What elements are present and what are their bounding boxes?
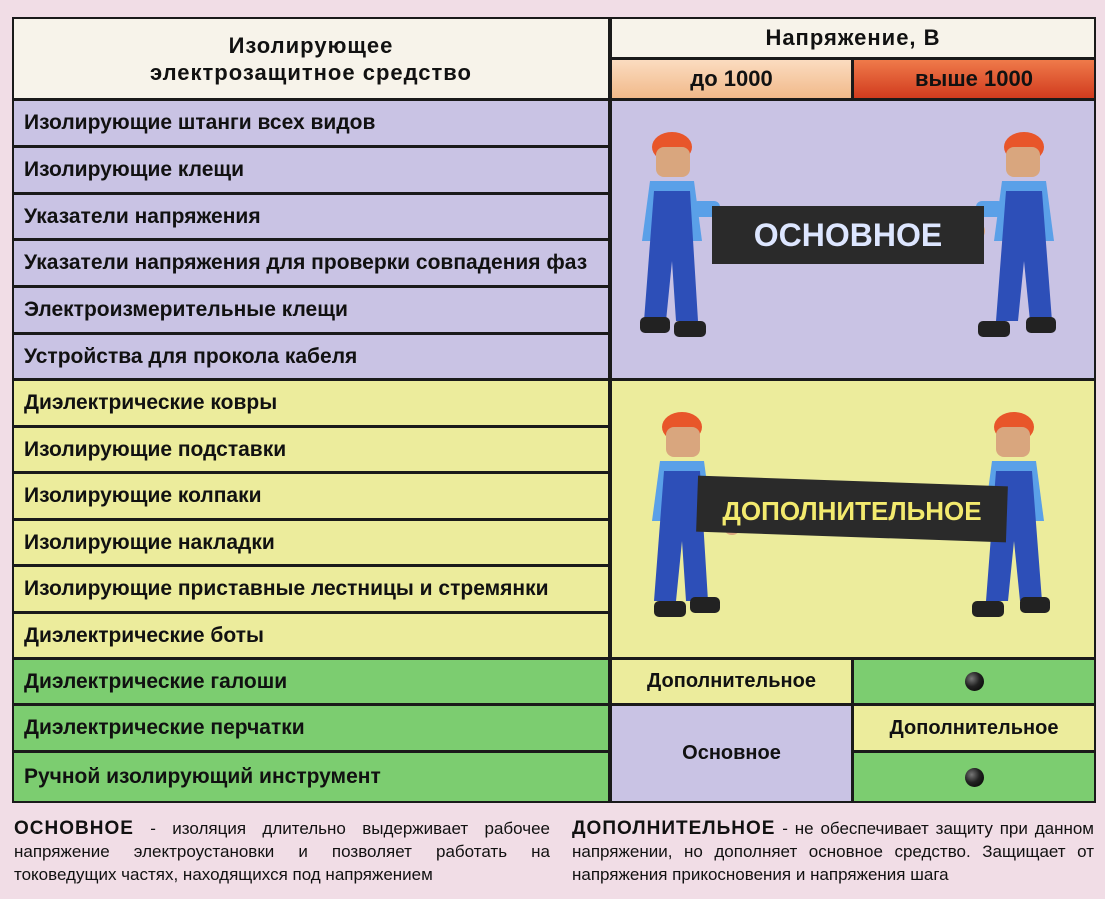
workers-carrying-sign-icon bbox=[612, 101, 1094, 378]
table-row bbox=[14, 753, 608, 801]
table-row bbox=[14, 335, 608, 378]
row-label: Изолирующие клещи bbox=[24, 158, 245, 181]
gloves-high-cell bbox=[854, 706, 1094, 750]
row-label: Изолирующие подставки bbox=[24, 437, 287, 461]
table-row bbox=[14, 521, 608, 564]
galoshi-high-cell bbox=[854, 660, 1094, 703]
row-label: Ручной изолирующий инструмент bbox=[24, 765, 381, 788]
table-row bbox=[14, 101, 608, 145]
column-high-voltage bbox=[854, 60, 1094, 98]
header-title-line2: электрозащитное средство bbox=[150, 59, 472, 85]
legend-additional-text: - не обеспечивает защиту при данном напряжении, но дополняет основное средство. Защищает от напряжения прикосновения и напряжения шага bbox=[572, 819, 1094, 884]
legend-main bbox=[14, 817, 550, 886]
tool-high-cell bbox=[854, 753, 1094, 801]
gloves-tool-low-cell bbox=[612, 706, 851, 801]
row-label: Диэлектрические боты bbox=[24, 623, 264, 647]
bullet-dot-icon bbox=[965, 672, 984, 691]
column-high-label: выше 1000 bbox=[915, 66, 1033, 91]
legend-main-text: - изоляция длительно выдерживает рабочее напряжение электроустановки и позволяет работать на токоведущих частях, находящихся под напряжением bbox=[14, 819, 550, 884]
row-label: Изолирующие штанги всех видов bbox=[24, 111, 376, 134]
table-row bbox=[14, 381, 608, 425]
table-row bbox=[14, 614, 608, 657]
legend-additional-term: ДОПОЛНИТЕЛЬНОЕ bbox=[572, 818, 776, 839]
column-low-label: до 1000 bbox=[690, 66, 773, 91]
table-row bbox=[14, 288, 608, 332]
table-row bbox=[14, 567, 608, 611]
table-row bbox=[14, 241, 608, 285]
table-row bbox=[14, 660, 608, 703]
bullet-dot-icon bbox=[965, 768, 984, 787]
galoshi-low-cell bbox=[612, 660, 851, 703]
additional-sign-text: ДОПОЛНИТЕЛЬНОЕ bbox=[722, 496, 982, 526]
header-left-title bbox=[14, 19, 608, 98]
legend-additional bbox=[572, 817, 1094, 886]
table-row bbox=[14, 195, 608, 238]
gloves-high-value: Дополнительное bbox=[889, 716, 1059, 739]
galoshi-low-value: Дополнительное bbox=[647, 670, 816, 692]
row-label: Изолирующие накладки bbox=[24, 530, 275, 554]
table-row bbox=[14, 706, 608, 750]
workers-carrying-sign-icon bbox=[612, 381, 1094, 657]
main-sign-text: ОСНОВНОЕ bbox=[753, 217, 943, 253]
table-row bbox=[14, 474, 608, 518]
additional-illustration bbox=[612, 381, 1094, 657]
legend-main-term: ОСНОВНОЕ bbox=[14, 818, 134, 839]
row-label: Указатели напряжения bbox=[24, 204, 261, 228]
row-label: Изолирующие колпаки bbox=[24, 484, 262, 507]
row-label: Электроизмерительные клещи bbox=[24, 298, 348, 321]
main-illustration bbox=[612, 101, 1094, 378]
header-title-line1: Изолирующее bbox=[228, 32, 394, 58]
gloves-tool-low-value: Основное bbox=[682, 742, 781, 764]
voltage-title: Напряжение, В bbox=[765, 25, 941, 50]
row-label: Диэлектрические галоши bbox=[24, 669, 288, 693]
row-label: Устройства для прокола кабеля bbox=[24, 344, 358, 368]
row-label: Изолирующие приставные лестницы и стремянки bbox=[24, 577, 549, 600]
table-row bbox=[14, 148, 608, 192]
column-low-voltage bbox=[612, 60, 851, 98]
table-row bbox=[14, 428, 608, 471]
voltage-header bbox=[612, 19, 1094, 57]
row-label: Диэлектрические ковры bbox=[24, 391, 278, 414]
row-label: Указатели напряжения для проверки совпадения фаз bbox=[24, 251, 588, 274]
row-label: Диэлектрические перчатки bbox=[24, 716, 305, 739]
